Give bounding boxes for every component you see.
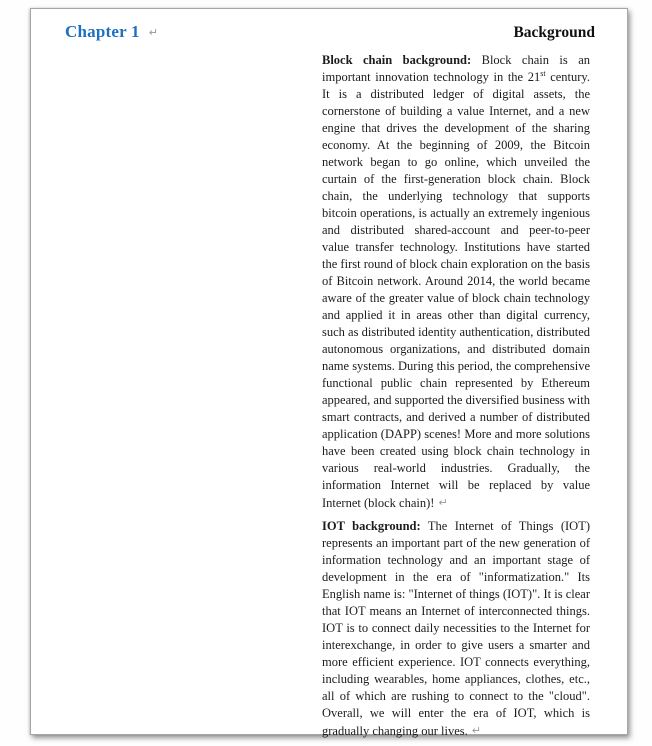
page-header — [31, 9, 627, 42]
paragraph-text: The Internet of Things (IOT) represents an important part of the new generation of information technology and an important stage of development in the era of "informatization." Its English name is: "Internet of things (IOT)". It is clear that IOT means an Internet of interconnected things. IOT is to connect daily necessities to the Internet for interexchange, in order to give users a smarter and more efficient experience. IOT connects everything, including wearables, home appliances, clothes, etc., all of which are rushing to connect to the "cloud". Overall, we will enter the era of IOT, which is gradually changing our lives. — [322, 519, 590, 738]
return-mark-icon: ↵ — [471, 724, 482, 737]
content-column — [322, 52, 590, 740]
return-mark-icon: ↵ — [148, 26, 158, 39]
chapter-heading: Chapter 1 — [65, 22, 140, 41]
section-title: Background — [513, 24, 595, 41]
paragraph-lead: IOT background: — [322, 519, 421, 533]
paragraph-text: Block chain is an important innovation technology in the 21 — [322, 53, 590, 84]
paragraph-blockchain-background — [322, 52, 590, 512]
return-mark-icon: ↵ — [438, 496, 448, 509]
paragraph-text: century. It is a distributed ledger of digital assets, the cornerstone of building a value Internet, and a new engine that drives the development of the sharing economy. At the beginning of 2009, the Bitcoin network began to go online, which unveiled the curtain of the first-generation block chain. Block chain, the underlying technology that supports bitcoin operations, is actually an extremely ingenious and distributed shared-account and peer-to-peer value transfer technology. Institutions have started the first round of block chain exploration on the basis of Bitcoin network. Around 2014, the world became aware of the greater value of block chain technology and applied it in areas other than digital currency, such as distributed identity authentication, distributed autonomous organizations, and distributed domain name systems. During this period, the comprehensive functional public chain represented by Ethereum appeared, and supported the diversified business with smart contracts, and derived a number of distributed application (DAPP) scenes! More and more solutions have been created using block chain technology in various real-world industries. Gradually, the information Internet will be replaced by value Internet (block chain)! — [322, 70, 591, 510]
document-page — [30, 8, 628, 738]
paragraph-iot-background — [322, 518, 590, 740]
chapter-heading-group — [65, 22, 158, 42]
paragraph-lead: Block chain background: — [322, 53, 472, 67]
ordinal-superscript: st — [540, 68, 546, 78]
